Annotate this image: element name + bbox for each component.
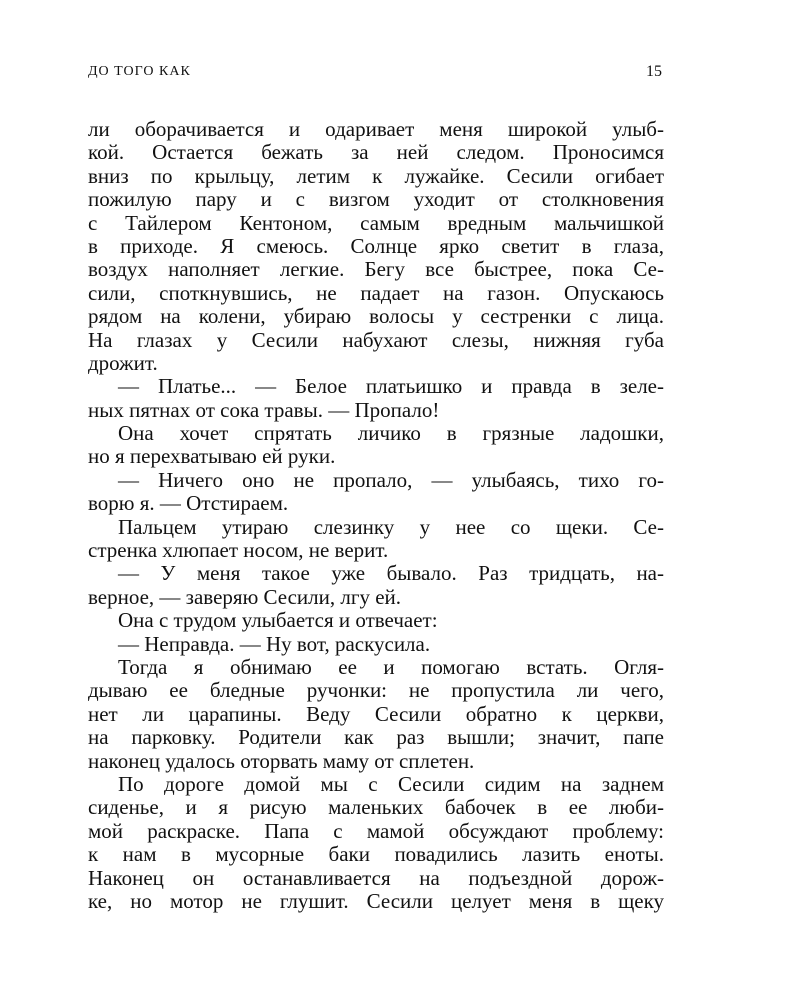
text-line: — У меня такое уже бывало. Раз тридцать, на- — [118, 562, 664, 586]
text-line: рядом на колени, убираю волосы у сестренки с лица. — [88, 305, 664, 329]
text-line: нет ли царапины. Веду Сесили обратно к церкви, — [88, 702, 664, 726]
text-line: мой раскраске. Папа с мамой обсуждают проблему: — [88, 819, 664, 843]
text-line: дываю ее бледные ручонки: не пропустила ли чего, — [88, 679, 664, 703]
text-line: — Неправда. — Ну вот, раскусила. — [118, 632, 431, 656]
text-line: пожилую пару и с визгом уходит от столкновения — [88, 188, 664, 212]
text-line: ли оборачивается и одаривает меня широкой улыб- — [88, 118, 664, 141]
text-line: с Тайлером Кентоном, самым вредным мальчишкой — [88, 211, 664, 235]
text-line: наконец удалось оторвать маму от сплетен. — [88, 749, 475, 773]
text-line: — Ничего оно не пропало, — улыбаясь, тихо го- — [118, 468, 664, 492]
text-line: но я перехватываю ей руки. — [88, 445, 336, 469]
text-line: сиденье, и я рисую маленьких бабочек в ее люби- — [88, 796, 664, 820]
text-line: Она хочет спрятать личико в грязные ладошки, — [118, 422, 664, 446]
text-line: вниз по крыльцу, летим к лужайке. Сесили огибает — [88, 164, 664, 188]
text-line: ке, но мотор не глушит. Сесили целует меня в щеку — [88, 889, 664, 913]
text-line: на парковку. Родители как раз вышли; значит, папе — [88, 726, 664, 750]
text-line: Она с трудом улыбается и отвечает: — [118, 609, 438, 633]
page-number: 15 — [646, 63, 662, 80]
text-line: в приходе. Я смеюсь. Солнце ярко светит в глаза, — [88, 234, 664, 258]
text-line: сили, споткнувшись, не падает на газон. Опускаюсь — [88, 281, 664, 305]
text-line: Тогда я обнимаю ее и помогаю встать. Огля- — [118, 655, 664, 679]
text-line: Наконец он останавливается на подъездной дорож- — [88, 866, 664, 890]
text-line: ворю я. — Отстираем. — [88, 492, 289, 516]
text-line: стренка хлюпает носом, не верит. — [88, 539, 389, 563]
running-title: ДО ТОГО КАК — [88, 64, 191, 79]
text-line: кой. Остается бежать за ней следом. Проносимся — [88, 141, 664, 165]
text-line: ных пятнах от сока травы. — Пропало! — [88, 398, 440, 422]
text-line: Пальцем утираю слезинку у нее со щеки. Се- — [118, 515, 664, 539]
text-line: По дороге домой мы с Сесили сидим на заднем — [118, 772, 664, 796]
body-text — [88, 118, 664, 913]
text-line: верное, — заверяю Сесили, лгу ей. — [88, 585, 402, 609]
text-line: На глазах у Сесили набухают слезы, нижняя губа — [88, 328, 664, 352]
text-line: к нам в мусорные баки повадились лазить еноты. — [88, 843, 664, 867]
text-line: — Платье... — Белое платьишко и правда в зеле- — [118, 375, 664, 399]
text-line: воздух наполняет легкие. Бегу все быстрее, пока Се- — [88, 258, 664, 282]
text-line: дрожит. — [88, 351, 158, 375]
